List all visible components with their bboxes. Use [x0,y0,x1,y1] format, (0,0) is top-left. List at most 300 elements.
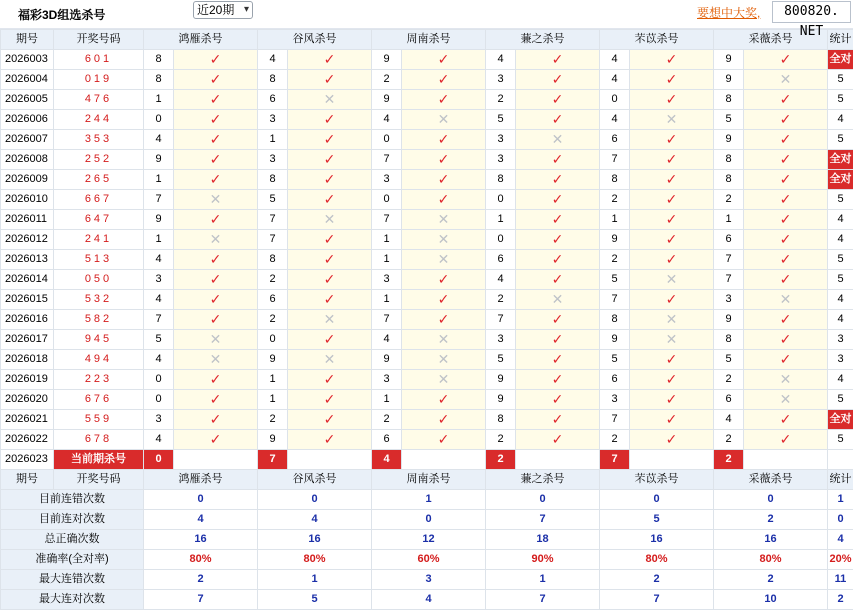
check-icon: ✓ [630,230,714,250]
kill-number: 2 [486,290,516,310]
check-icon: ✓ [402,390,486,410]
cross-icon: ✕ [402,330,486,350]
check-icon: ✓ [744,250,828,270]
cross-icon: ✕ [402,370,486,390]
table-row [1,330,853,350]
app-title: 福彩3D组选杀号 [18,6,105,23]
check-icon: ✓ [288,150,372,170]
table-row [1,410,853,430]
check-icon: ✓ [516,350,600,370]
kill-number: 3 [144,410,174,430]
kill-number: 8 [258,250,288,270]
check-icon: ✓ [516,430,600,450]
summary-label: 最大连对次数 [1,590,144,610]
summary-value: 1 [828,490,853,510]
summary-row [1,510,853,530]
cross-icon: ✕ [288,310,372,330]
kill-number: 8 [714,90,744,110]
kill-number: 2 [600,250,630,270]
check-icon: ✓ [402,130,486,150]
check-icon: ✓ [744,50,828,70]
summary-expert-header: 芣苡杀号 [600,470,714,490]
draw-number: 559 [54,410,144,430]
kill-number: 1 [144,170,174,190]
kill-number: 9 [486,370,516,390]
draw-number: 494 [54,350,144,370]
summary-row [1,530,853,550]
cross-icon: ✕ [744,70,828,90]
summary-value: 20% [828,550,853,570]
check-icon: ✓ [174,310,258,330]
kill-number: 3 [486,330,516,350]
kill-number: 6 [486,250,516,270]
check-icon: ✓ [174,150,258,170]
summary-value: 0 [714,490,828,510]
kill-number: 3 [372,270,402,290]
kill-number: 7 [486,310,516,330]
kill-number: 5 [714,110,744,130]
kill-number: 7 [258,230,288,250]
issue-number: 2026011 [1,210,54,230]
check-icon: ✓ [516,90,600,110]
promo-link[interactable]: 要想中大奖, [697,4,760,21]
kill-number: 9 [600,230,630,250]
check-icon: ✓ [630,390,714,410]
all-correct-badge: 全对 [828,50,853,70]
kill-number: 1 [372,230,402,250]
draw-number: 676 [54,390,144,410]
check-icon: ✓ [630,370,714,390]
kill-number: 4 [372,330,402,350]
summary-row [1,590,853,610]
cross-icon: ✕ [288,90,372,110]
kill-number: 4 [144,290,174,310]
summary-value: 2 [828,590,853,610]
summary-value: 90% [486,550,600,570]
summary-value: 80% [258,550,372,570]
issue-number: 2026012 [1,230,54,250]
summary-expert-header: 周南杀号 [372,470,486,490]
kill-number: 9 [600,330,630,350]
issue-number: 2026010 [1,190,54,210]
col-expert-header: 芣苡杀号 [600,30,714,50]
kill-number: 5 [486,110,516,130]
table-row [1,230,853,250]
kill-number: 8 [600,310,630,330]
draw-number: 647 [54,210,144,230]
correct-count: 3 [828,330,853,350]
check-icon: ✓ [516,190,600,210]
kill-number: 1 [486,210,516,230]
check-icon: ✓ [174,410,258,430]
kill-number: 6 [714,230,744,250]
kill-number: 8 [258,70,288,90]
check-icon: ✓ [288,370,372,390]
kill-number: 8 [258,170,288,190]
check-icon: ✓ [288,270,372,290]
kill-number: 8 [144,50,174,70]
current-kill: 4 [372,450,402,470]
check-icon: ✓ [402,70,486,90]
table-row [1,290,853,310]
kill-number: 0 [600,90,630,110]
summary-header-row [1,470,853,490]
chevron-down-icon: ▾ [244,2,249,18]
check-icon: ✓ [288,390,372,410]
correct-count: 5 [828,70,853,90]
summary-value: 18 [486,530,600,550]
table-row [1,90,853,110]
table-row [1,130,853,150]
draw-number: 678 [54,430,144,450]
check-icon: ✓ [174,210,258,230]
check-icon: ✓ [174,290,258,310]
kill-number: 2 [258,410,288,430]
summary-value: 16 [600,530,714,550]
check-icon: ✓ [516,250,600,270]
kill-number: 7 [714,270,744,290]
summary-value: 2 [144,570,258,590]
kill-number: 9 [144,150,174,170]
kill-number: 4 [372,110,402,130]
check-icon: ✓ [744,130,828,150]
col-issue-header: 期号 [1,30,54,50]
kill-number: 3 [600,390,630,410]
check-icon: ✓ [402,190,486,210]
kill-number: 0 [486,230,516,250]
check-icon: ✓ [516,370,600,390]
current-kill: 7 [258,450,288,470]
kill-number: 5 [714,350,744,370]
kill-number: 4 [486,270,516,290]
kill-number: 8 [144,70,174,90]
table-row [1,250,853,270]
kill-number: 1 [600,210,630,230]
summary-label: 目前连错次数 [1,490,144,510]
cross-icon: ✕ [288,210,372,230]
check-icon: ✓ [630,170,714,190]
kill-number: 6 [258,90,288,110]
issue-number: 2026004 [1,70,54,90]
check-icon: ✓ [744,110,828,130]
current-kill: 7 [600,450,630,470]
check-icon: ✓ [288,190,372,210]
check-icon: ✓ [174,430,258,450]
kill-number: 9 [714,310,744,330]
kill-number: 2 [600,430,630,450]
table-row [1,70,853,90]
kill-number: 9 [258,350,288,370]
cross-icon: ✕ [174,230,258,250]
all-correct-badge: 全对 [828,410,853,430]
cross-icon: ✕ [630,110,714,130]
check-icon: ✓ [516,70,600,90]
cross-icon: ✕ [402,110,486,130]
kill-number: 3 [714,290,744,310]
cross-icon: ✕ [174,350,258,370]
current-kill: 0 [144,450,174,470]
kill-number: 5 [600,270,630,290]
summary-value: 4 [372,590,486,610]
check-icon: ✓ [744,330,828,350]
kill-number: 4 [714,410,744,430]
kill-number: 5 [258,190,288,210]
summary-value: 3 [372,570,486,590]
kill-number: 9 [714,130,744,150]
kill-number: 6 [714,390,744,410]
check-icon: ✓ [516,170,600,190]
kill-number: 1 [258,390,288,410]
correct-count: 5 [828,190,853,210]
kill-number: 9 [714,70,744,90]
cross-icon: ✕ [174,330,258,350]
summary-value: 7 [144,590,258,610]
summary-value: 7 [486,590,600,610]
summary-expert-header: 蒹之杀号 [486,470,600,490]
summary-row [1,570,853,590]
check-icon: ✓ [630,430,714,450]
check-icon: ✓ [402,270,486,290]
current-issue: 2026023 [1,450,54,470]
summary-value: 80% [600,550,714,570]
table-row [1,210,853,230]
check-icon: ✓ [288,170,372,190]
draw-number: 353 [54,130,144,150]
correct-count: 5 [828,270,853,290]
check-icon: ✓ [174,110,258,130]
summary-value: 16 [144,530,258,550]
correct-count: 4 [828,210,853,230]
kill-number: 6 [258,290,288,310]
kill-number: 9 [372,350,402,370]
issue-number: 2026016 [1,310,54,330]
summary-value: 0 [600,490,714,510]
kill-number: 1 [372,250,402,270]
check-icon: ✓ [288,290,372,310]
check-icon: ✓ [288,330,372,350]
check-icon: ✓ [174,270,258,290]
table-row [1,170,853,190]
check-icon: ✓ [288,230,372,250]
issue-number: 2026013 [1,250,54,270]
kill-number: 0 [486,190,516,210]
summary-row [1,490,853,510]
issue-number: 2026014 [1,270,54,290]
kill-number: 6 [372,430,402,450]
check-icon: ✓ [516,330,600,350]
kill-number: 7 [372,150,402,170]
check-icon: ✓ [630,290,714,310]
col-expert-header: 谷风杀号 [258,30,372,50]
summary-value: 0 [486,490,600,510]
history-body [1,50,853,450]
cross-icon: ✕ [288,350,372,370]
issue-number: 2026021 [1,410,54,430]
check-icon: ✓ [402,90,486,110]
check-icon: ✓ [744,350,828,370]
kill-number: 1 [258,370,288,390]
check-icon: ✓ [516,390,600,410]
promo-badge[interactable]: 800820. NET [772,1,851,23]
summary-value: 80% [144,550,258,570]
issue-number: 2026009 [1,170,54,190]
kill-number: 3 [144,270,174,290]
kill-number: 2 [714,190,744,210]
correct-count: 5 [828,390,853,410]
kill-number: 7 [372,210,402,230]
correct-count: 4 [828,370,853,390]
all-correct-badge: 全对 [828,170,853,190]
issue-number: 2026019 [1,370,54,390]
draw-number: 252 [54,150,144,170]
check-icon: ✓ [744,430,828,450]
kill-number: 7 [372,310,402,330]
kill-number: 1 [372,390,402,410]
summary-value: 10 [714,590,828,610]
issue-number: 2026022 [1,430,54,450]
check-icon: ✓ [174,90,258,110]
correct-count: 4 [828,110,853,130]
summary-label: 总正确次数 [1,530,144,550]
check-icon: ✓ [516,310,600,330]
check-icon: ✓ [516,150,600,170]
summary-issue-header: 期号 [1,470,54,490]
kill-number: 1 [144,230,174,250]
draw-number: 601 [54,50,144,70]
kill-number: 9 [372,50,402,70]
kill-number: 4 [144,250,174,270]
issue-number: 2026006 [1,110,54,130]
table-row [1,390,853,410]
period-range-select[interactable] [193,1,253,19]
check-icon: ✓ [402,170,486,190]
summary-value: 16 [714,530,828,550]
check-icon: ✓ [516,110,600,130]
cross-icon: ✕ [744,290,828,310]
check-icon: ✓ [516,210,600,230]
issue-number: 2026017 [1,330,54,350]
kill-number: 3 [372,370,402,390]
cross-icon: ✕ [174,190,258,210]
check-icon: ✓ [288,110,372,130]
summary-value: 0 [144,490,258,510]
table-row [1,110,853,130]
kill-number: 2 [372,70,402,90]
summary-value: 5 [258,590,372,610]
check-icon: ✓ [630,130,714,150]
issue-number: 2026018 [1,350,54,370]
draw-number: 532 [54,290,144,310]
kill-number: 4 [486,50,516,70]
kill-number: 8 [486,170,516,190]
kill-number: 3 [258,150,288,170]
check-icon: ✓ [516,230,600,250]
kill-number: 7 [258,210,288,230]
summary-value: 2 [714,570,828,590]
summary-rows [1,490,853,610]
kill-number: 7 [144,310,174,330]
kill-number: 9 [714,50,744,70]
table-row [1,350,853,370]
current-kill: 2 [714,450,744,470]
check-icon: ✓ [744,210,828,230]
summary-value: 4 [144,510,258,530]
summary-value: 2 [600,570,714,590]
kill-number: 4 [144,350,174,370]
check-icon: ✓ [402,150,486,170]
col-expert-header: 蒹之杀号 [486,30,600,50]
kill-number: 9 [258,430,288,450]
correct-count: 4 [828,230,853,250]
issue-number: 2026020 [1,390,54,410]
kill-number: 8 [714,330,744,350]
draw-number: 244 [54,110,144,130]
summary-expert-header: 采薇杀号 [714,470,828,490]
cross-icon: ✕ [516,130,600,150]
kill-number: 0 [372,190,402,210]
check-icon: ✓ [630,190,714,210]
kill-number: 9 [372,90,402,110]
cross-icon: ✕ [630,310,714,330]
check-icon: ✓ [744,170,828,190]
summary-expert-header: 谷风杀号 [258,470,372,490]
summary-value: 1 [258,570,372,590]
cross-icon: ✕ [630,330,714,350]
check-icon: ✓ [630,90,714,110]
kill-number: 5 [600,350,630,370]
cross-icon: ✕ [402,210,486,230]
kill-number: 1 [144,90,174,110]
kill-number: 8 [714,150,744,170]
kill-number: 4 [258,50,288,70]
cross-icon: ✕ [744,390,828,410]
check-icon: ✓ [630,150,714,170]
check-icon: ✓ [402,310,486,330]
kill-number: 7 [144,190,174,210]
table-row [1,270,853,290]
draw-number: 513 [54,250,144,270]
kill-number: 1 [258,130,288,150]
kill-number: 2 [486,90,516,110]
kill-number: 4 [144,430,174,450]
summary-label: 准确率(全对率) [1,550,144,570]
summary-value: 4 [828,530,853,550]
issue-number: 2026005 [1,90,54,110]
kill-number: 3 [258,110,288,130]
col-expert-header: 采薇杀号 [714,30,828,50]
kill-number: 0 [144,390,174,410]
correct-count: 5 [828,430,853,450]
correct-count: 4 [828,290,853,310]
correct-count: 4 [828,310,853,330]
draw-number: 265 [54,170,144,190]
kill-number: 9 [144,210,174,230]
kill-number: 4 [600,50,630,70]
kill-number: 6 [600,130,630,150]
kill-number: 0 [372,130,402,150]
col-draw-header: 开奖号码 [54,30,144,50]
issue-number: 2026015 [1,290,54,310]
col-stat-header: 统计 [828,30,853,50]
kill-number: 2 [486,430,516,450]
check-icon: ✓ [174,50,258,70]
summary-value: 1 [372,490,486,510]
check-icon: ✓ [516,270,600,290]
correct-count: 5 [828,130,853,150]
table-row [1,190,853,210]
summary-value: 2 [714,510,828,530]
kill-number: 8 [600,170,630,190]
